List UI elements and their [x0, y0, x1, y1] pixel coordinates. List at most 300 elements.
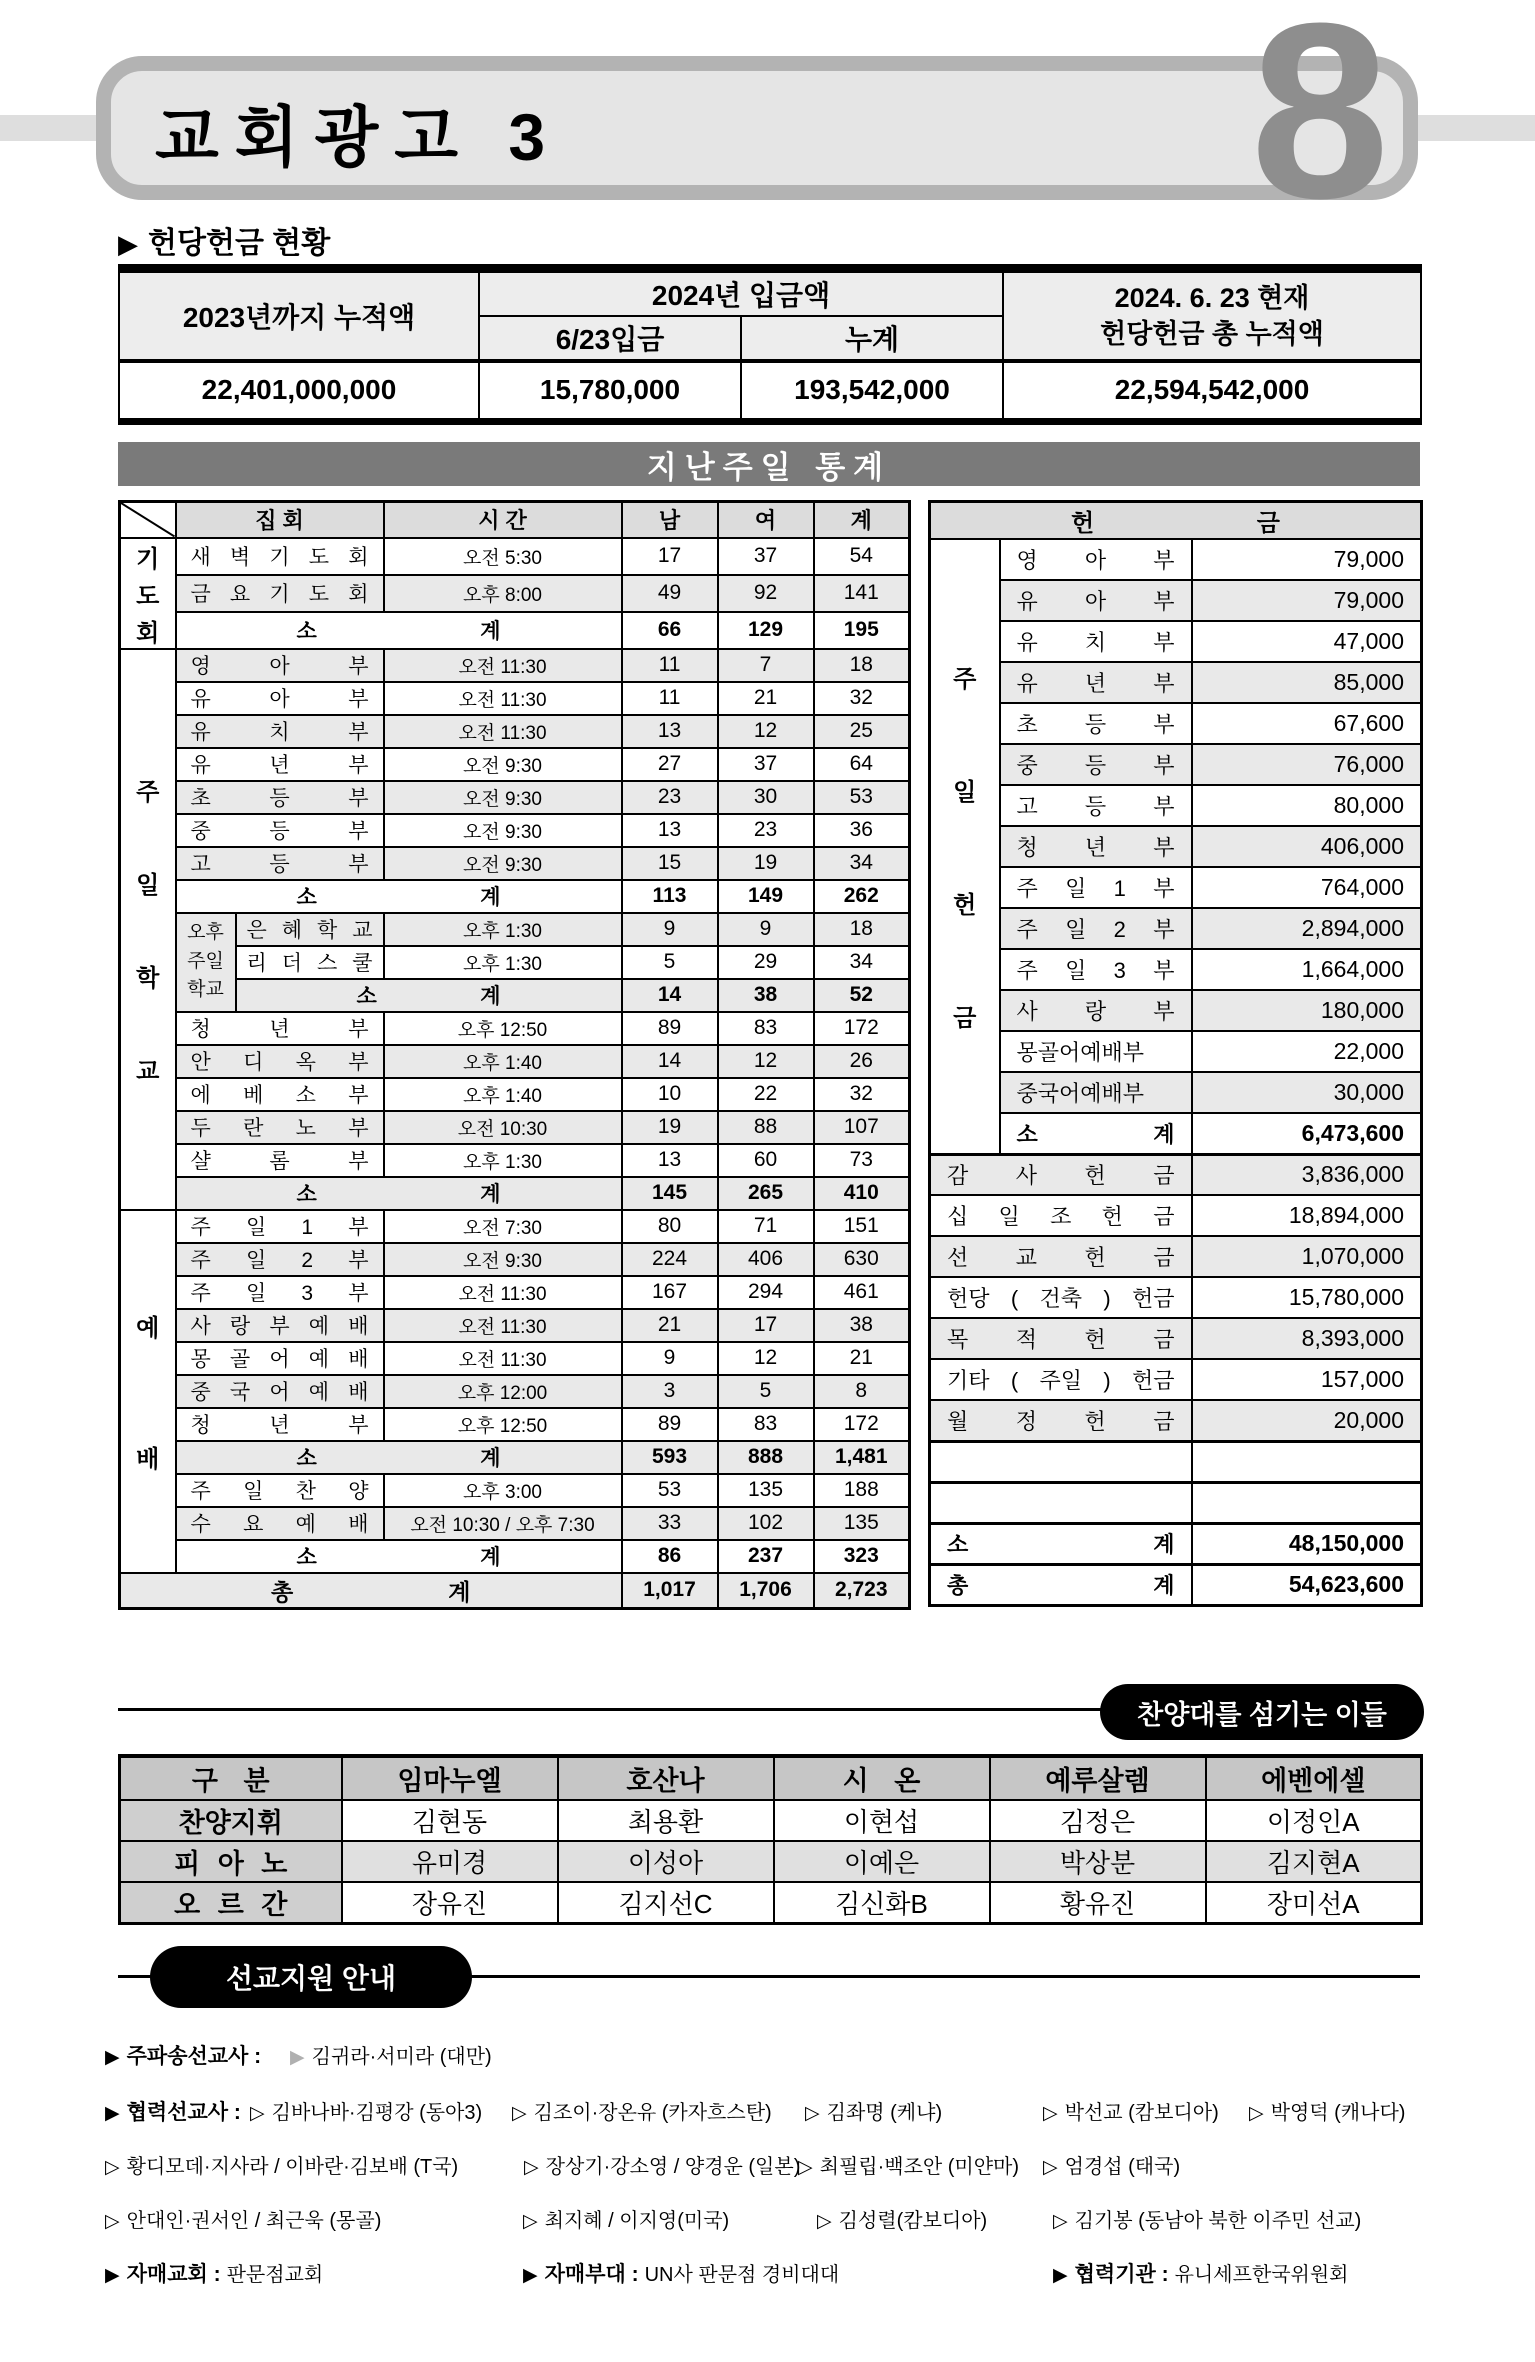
- meeting-time-cell: 오전 11:30: [384, 649, 622, 682]
- attendance-row: [120, 1441, 910, 1474]
- choir-person-cell: 김현동: [342, 1800, 558, 1841]
- choir-person-cell: 이현섭: [774, 1800, 990, 1841]
- mission-item-text: UN사 판문점 경비대대: [644, 2264, 840, 2286]
- female-count-cell: 83: [718, 1012, 814, 1045]
- offering-body: [930, 539, 1422, 1605]
- attendance-row: [120, 1012, 910, 1045]
- choir-row: [120, 1800, 1422, 1841]
- choir-row: [120, 1882, 1422, 1924]
- attendance-row: [120, 781, 910, 814]
- choir-person-cell: 이예은: [774, 1841, 990, 1882]
- choir-row: [120, 1841, 1422, 1882]
- meeting-name-cell: 주 일 1 부: [176, 1210, 384, 1243]
- mission-item-text: 안대인·권서인 / 최근욱 (몽골): [126, 2210, 382, 2232]
- mission-item-text: 유니세프한국위원회: [1174, 2264, 1349, 2286]
- mission-item-text: 김성렬(캄보디아): [838, 2210, 988, 2232]
- sum-count-cell: 34: [814, 847, 910, 880]
- offering-row: [930, 744, 1422, 785]
- sum-count-cell: 135: [814, 1507, 910, 1540]
- male-count-cell: 33: [622, 1507, 718, 1540]
- mission-item: [290, 2040, 492, 2069]
- fund-grand-total-header-line1: 2024. 6. 23 현재: [1114, 282, 1310, 313]
- choir-person-cell: 이성아: [558, 1841, 774, 1882]
- offering-amount-cell: 3,836,000: [1192, 1154, 1422, 1195]
- triangle-filled-icon: ▶: [105, 2047, 120, 2068]
- triangle-filled-icon: ▶: [290, 2047, 305, 2068]
- choir-body: [120, 1800, 1422, 1924]
- mission-line-row: [0, 2040, 1535, 2074]
- sum-count-cell: 8: [814, 1375, 910, 1408]
- mission-item-text: 김귀라·서미라 (대만): [311, 2046, 492, 2068]
- offering-amount-cell: [1192, 1441, 1422, 1482]
- meeting-name-cell: 고 등 부: [176, 847, 384, 880]
- sum-count-cell: 323: [814, 1540, 910, 1573]
- mission-item: [250, 2096, 482, 2125]
- female-count-cell: 17: [718, 1309, 814, 1342]
- male-count-cell: 80: [622, 1210, 718, 1243]
- page-number: 8: [1250, 0, 1390, 250]
- triangle-outline-icon: ▷: [798, 2157, 813, 2178]
- sum-count-cell: 2,723: [814, 1573, 910, 1609]
- meeting-name-cell: 중 국 어 예 배: [176, 1375, 384, 1408]
- right-ribbon-decoration: [1406, 115, 1535, 141]
- male-count-cell: 89: [622, 1012, 718, 1045]
- meeting-name-cell: 안 디 옥 부: [176, 1045, 384, 1078]
- offering-column-header: 헌 금: [930, 502, 1422, 540]
- fund-deposit-value: 15,780,000: [479, 361, 741, 421]
- sum-count-cell: 410: [814, 1177, 910, 1210]
- mission-item: [805, 2096, 942, 2125]
- sum-count-cell: 141: [814, 575, 910, 612]
- attendance-row: [120, 913, 910, 946]
- offering-amount-cell: 2,894,000: [1192, 908, 1422, 949]
- offering-name-cell: 헌당 ( 건축 ) 헌금: [930, 1277, 1192, 1318]
- offering-amount-cell: 20,000: [1192, 1400, 1422, 1441]
- sum-count-cell: 630: [814, 1243, 910, 1276]
- female-count-cell: 5: [718, 1375, 814, 1408]
- triangle-outline-icon: ▷: [1249, 2103, 1264, 2124]
- sum-count-cell: 188: [814, 1474, 910, 1507]
- male-column-header: 남: [622, 502, 718, 538]
- meeting-time-cell: 오전 11:30: [384, 1309, 622, 1342]
- fund-deposit-header: 6/23입금: [479, 316, 741, 361]
- meeting-name-cell: 은 혜 학 교: [236, 913, 384, 946]
- mission-item-text: 판문점교회: [226, 2264, 324, 2286]
- mission-item-label: 주파송선교사 :: [126, 2045, 262, 2068]
- meeting-time-cell: 오전 11:30: [384, 1342, 622, 1375]
- offering-row: [930, 867, 1422, 908]
- offering-amount-cell: 18,894,000: [1192, 1195, 1422, 1236]
- female-count-cell: 12: [718, 1045, 814, 1078]
- offering-row: [930, 1564, 1422, 1605]
- mission-item-text: 박영덕 (캐나다): [1270, 2102, 1406, 2124]
- attendance-group-label: 기 도 회: [120, 538, 176, 649]
- triangle-filled-icon: ▶: [105, 2103, 120, 2124]
- offering-row: [930, 703, 1422, 744]
- offering-group-label: 주 일 헌 금: [930, 539, 1000, 1154]
- male-count-cell: 66: [622, 612, 718, 649]
- male-count-cell: 27: [622, 748, 718, 781]
- mission-line-row: [0, 2096, 1535, 2130]
- triangle-outline-icon: ▷: [512, 2103, 527, 2124]
- offering-header-row: [930, 502, 1422, 540]
- attendance-row: [120, 1243, 910, 1276]
- fund-grand-total-value: 22,594,542,000: [1003, 361, 1421, 421]
- mission-item: [817, 2204, 987, 2233]
- sum-count-cell: 73: [814, 1144, 910, 1177]
- attendance-header-row: [120, 502, 910, 538]
- fund-prev-total-value: 22,401,000,000: [119, 361, 479, 421]
- attendance-row: [120, 814, 910, 847]
- offering-name-cell: 중 등 부: [1000, 744, 1192, 785]
- attendance-table: [118, 500, 911, 1610]
- offering-name-cell: 기타 ( 주일 ) 헌금: [930, 1359, 1192, 1400]
- attendance-row: [120, 1210, 910, 1243]
- female-count-cell: 7: [718, 649, 814, 682]
- attendance-row: [120, 880, 910, 913]
- offering-name-cell: 주 일 3 부: [1000, 949, 1192, 990]
- mission-item: [105, 2258, 323, 2288]
- male-count-cell: 5: [622, 946, 718, 979]
- meeting-time-cell: 오전 9:30: [384, 781, 622, 814]
- offering-name-cell: 감 사 헌 금: [930, 1154, 1192, 1195]
- male-count-cell: 3: [622, 1375, 718, 1408]
- offering-row: [930, 580, 1422, 621]
- sum-count-cell: 195: [814, 612, 910, 649]
- mission-item: [105, 2040, 267, 2070]
- offering-row: [930, 621, 1422, 662]
- sum-count-cell: 26: [814, 1045, 910, 1078]
- meeting-time-cell: 오전 5:30: [384, 538, 622, 575]
- mission-item: [105, 2204, 381, 2233]
- offering-name-cell: 소 계: [1000, 1113, 1192, 1154]
- attendance-row: [120, 847, 910, 880]
- mission-item-text: 장상기·강소영 / 양경운 (일본): [545, 2156, 801, 2178]
- attendance-row: [120, 575, 910, 612]
- mission-line-row: [0, 2258, 1535, 2292]
- meeting-time-cell: 오전 9:30: [384, 748, 622, 781]
- offering-name-cell: 유 년 부: [1000, 662, 1192, 703]
- male-count-cell: 11: [622, 682, 718, 715]
- triangle-outline-icon: ▷: [250, 2103, 265, 2124]
- offering-row: [930, 1482, 1422, 1523]
- meeting-time-cell: 오후 3:00: [384, 1474, 622, 1507]
- meeting-name-cell: 유 년 부: [176, 748, 384, 781]
- sum-count-cell: 18: [814, 649, 910, 682]
- female-count-cell: 265: [718, 1177, 814, 1210]
- offering-name-cell: 사 랑 부: [1000, 990, 1192, 1031]
- choir-header-hosanna: 호산나: [558, 1756, 774, 1800]
- attendance-group-label: 예 배: [120, 1210, 176, 1573]
- offering-amount-cell: 76,000: [1192, 744, 1422, 785]
- attendance-row: [120, 1144, 910, 1177]
- meeting-time-cell: 오후 1:30: [384, 913, 622, 946]
- mission-item-text: 김조이·장온유 (카자흐스탄): [533, 2102, 772, 2124]
- meeting-name-cell: 청 년 부: [176, 1408, 384, 1441]
- attendance-row: [120, 1177, 910, 1210]
- offering-row: [930, 1400, 1422, 1441]
- offering-name-cell: 소 계: [930, 1523, 1192, 1564]
- male-count-cell: 13: [622, 715, 718, 748]
- mission-item: [523, 2204, 729, 2233]
- fund-cumulative-header: 누계: [741, 316, 1003, 361]
- offering-row: [930, 1031, 1422, 1072]
- female-count-cell: 1,706: [718, 1573, 814, 1609]
- meeting-name-cell: 초 등 부: [176, 781, 384, 814]
- meeting-name-cell: 주 일 찬 양: [176, 1474, 384, 1507]
- subtotal-label-cell: 소 계: [176, 1540, 622, 1573]
- male-count-cell: 13: [622, 1144, 718, 1177]
- mission-item-text: 김좌명 (케냐): [826, 2102, 943, 2124]
- offering-row: [930, 949, 1422, 990]
- meeting-time-cell: 오전 9:30: [384, 1243, 622, 1276]
- attendance-row: [120, 1045, 910, 1078]
- meeting-name-cell: 주 일 2 부: [176, 1243, 384, 1276]
- choir-person-cell: 장미선A: [1206, 1882, 1422, 1924]
- attendance-row: [120, 748, 910, 781]
- attendance-row: [120, 1474, 910, 1507]
- female-count-cell: 406: [718, 1243, 814, 1276]
- meeting-name-cell: 유 치 부: [176, 715, 384, 748]
- mission-item-label: 협력선교사 :: [126, 2101, 241, 2124]
- sum-count-cell: 54: [814, 538, 910, 575]
- female-count-cell: 60: [718, 1144, 814, 1177]
- male-count-cell: 11: [622, 649, 718, 682]
- meeting-name-cell: 중 등 부: [176, 814, 384, 847]
- choir-person-cell: 박상분: [990, 1841, 1206, 1882]
- offering-row: [930, 1441, 1422, 1482]
- meeting-time-cell: 오후 1:40: [384, 1078, 622, 1111]
- page-title: 교회광고 3: [155, 100, 562, 174]
- offering-name-cell: 주 일 2 부: [1000, 908, 1192, 949]
- female-count-cell: 38: [718, 979, 814, 1012]
- choir-person-cell: 김신화B: [774, 1882, 990, 1924]
- female-count-cell: 83: [718, 1408, 814, 1441]
- triangle-filled-icon: ▶: [523, 2265, 538, 2286]
- sum-count-cell: 32: [814, 1078, 910, 1111]
- triangle-filled-icon: ▶: [1053, 2265, 1068, 2286]
- offering-name-cell: 몽골어예배부: [1000, 1031, 1192, 1072]
- subtotal-label-cell: 소 계: [176, 1441, 622, 1474]
- meeting-column-header: 집 회: [176, 502, 384, 538]
- choir-badge: 찬양대를 섬기는 이들: [1100, 1684, 1424, 1740]
- sum-count-cell: 36: [814, 814, 910, 847]
- choir-person-cell: 김정은: [990, 1800, 1206, 1841]
- offering-row: [930, 539, 1422, 580]
- offering-name-cell: 십 일 조 헌 금: [930, 1195, 1192, 1236]
- offering-row: [930, 662, 1422, 703]
- choir-person-cell: 김지현A: [1206, 1841, 1422, 1882]
- building-fund-table: [118, 264, 1422, 425]
- male-count-cell: 13: [622, 814, 718, 847]
- meeting-time-cell: 오전 7:30: [384, 1210, 622, 1243]
- attendance-row: [120, 1276, 910, 1309]
- male-count-cell: 1,017: [622, 1573, 718, 1609]
- attendance-row: [120, 1540, 910, 1573]
- offering-amount-cell: 30,000: [1192, 1072, 1422, 1113]
- sum-count-cell: 25: [814, 715, 910, 748]
- fund-prev-total-header: 2023년까지 누적액: [119, 269, 479, 362]
- meeting-name-cell: 에 베 소 부: [176, 1078, 384, 1111]
- attendance-body: [120, 538, 910, 1609]
- offering-name-cell: 목 적 헌 금: [930, 1318, 1192, 1359]
- offering-name-cell: 청 년 부: [1000, 826, 1192, 867]
- male-count-cell: 224: [622, 1243, 718, 1276]
- choir-header-ebenezer: 에벤에셀: [1206, 1756, 1422, 1800]
- offering-amount-cell: 80,000: [1192, 785, 1422, 826]
- choir-role-cell: 피 아 노: [120, 1841, 342, 1882]
- choir-person-cell: 최용환: [558, 1800, 774, 1841]
- meeting-time-cell: 오전 10:30: [384, 1111, 622, 1144]
- sum-count-cell: 38: [814, 1309, 910, 1342]
- female-column-header: 여: [718, 502, 814, 538]
- mission-item: [512, 2096, 772, 2125]
- female-count-cell: 12: [718, 715, 814, 748]
- attendance-row: [120, 1408, 910, 1441]
- female-count-cell: 294: [718, 1276, 814, 1309]
- meeting-name-cell: 유 아 부: [176, 682, 384, 715]
- sum-count-cell: 151: [814, 1210, 910, 1243]
- triangle-outline-icon: ▷: [1043, 2157, 1058, 2178]
- meeting-time-cell: 오전 11:30: [384, 1276, 622, 1309]
- mission-item-label: 협력기관 :: [1074, 2263, 1169, 2286]
- mission-badge: 선교지원 안내: [150, 1946, 472, 2008]
- female-count-cell: 37: [718, 538, 814, 575]
- offering-amount-cell: 15,780,000: [1192, 1277, 1422, 1318]
- sum-count-cell: 461: [814, 1276, 910, 1309]
- mission-item: [1053, 2258, 1349, 2288]
- female-count-cell: 102: [718, 1507, 814, 1540]
- offering-name-cell: 영 아 부: [1000, 539, 1192, 580]
- mission-item-text: 엄경섭 (태국): [1064, 2156, 1181, 2178]
- meeting-name-cell: 청 년 부: [176, 1012, 384, 1045]
- offering-amount-cell: 180,000: [1192, 990, 1422, 1031]
- choir-person-cell: 이정인A: [1206, 1800, 1422, 1841]
- male-count-cell: 23: [622, 781, 718, 814]
- offering-row: [930, 1113, 1422, 1154]
- male-count-cell: 53: [622, 1474, 718, 1507]
- mission-item: [523, 2258, 839, 2288]
- mission-item: [798, 2150, 1019, 2179]
- female-count-cell: 12: [718, 1342, 814, 1375]
- offering-row: [930, 826, 1422, 867]
- attendance-row: [120, 1507, 910, 1540]
- offering-amount-cell: 67,600: [1192, 703, 1422, 744]
- mission-item: [105, 2150, 458, 2179]
- offering-row: [930, 1318, 1422, 1359]
- fund-header-row: [119, 269, 1421, 317]
- offering-row: [930, 1236, 1422, 1277]
- attendance-row: [120, 715, 910, 748]
- offering-name-cell: [930, 1482, 1192, 1523]
- female-count-cell: 237: [718, 1540, 814, 1573]
- fund-cumulative-value: 193,542,000: [741, 361, 1003, 421]
- mission-item-text: 김바나바·김평강 (동아3): [271, 2102, 483, 2124]
- meeting-time-cell: 오전 11:30: [384, 682, 622, 715]
- offering-name-cell: 총 계: [930, 1564, 1192, 1605]
- offering-name-cell: 초 등 부: [1000, 703, 1192, 744]
- choir-header-jerusalem: 예루살렘: [990, 1756, 1206, 1800]
- male-count-cell: 9: [622, 1342, 718, 1375]
- meeting-time-cell: 오후 12:50: [384, 1012, 622, 1045]
- female-count-cell: 21: [718, 682, 814, 715]
- offering-row: [930, 1195, 1422, 1236]
- male-count-cell: 86: [622, 1540, 718, 1573]
- attendance-group-label: 주 일 학 교: [120, 649, 176, 1210]
- time-column-header: 시 간: [384, 502, 622, 538]
- choir-header-category: 구 분: [120, 1756, 342, 1800]
- mission-item-text: 박선교 (캄보디아): [1064, 2102, 1219, 2124]
- offering-amount-cell: 6,473,600: [1192, 1113, 1422, 1154]
- offering-row: [930, 1523, 1422, 1564]
- offering-name-cell: 선 교 헌 금: [930, 1236, 1192, 1277]
- attendance-row: [120, 979, 910, 1012]
- offering-name-cell: 유 아 부: [1000, 580, 1192, 621]
- mission-item: [524, 2150, 800, 2179]
- offering-amount-cell: 54,623,600: [1192, 1564, 1422, 1605]
- female-count-cell: 19: [718, 847, 814, 880]
- offering-row: [930, 990, 1422, 1031]
- offering-row: [930, 908, 1422, 949]
- arrow-right-icon: ▶: [118, 229, 138, 259]
- subtotal-label-cell: 소 계: [176, 1177, 622, 1210]
- choir-header-immanuel: 임마누엘: [342, 1756, 558, 1800]
- offering-amount-cell: 1,070,000: [1192, 1236, 1422, 1277]
- sum-count-cell: 1,481: [814, 1441, 910, 1474]
- female-count-cell: 37: [718, 748, 814, 781]
- female-count-cell: 71: [718, 1210, 814, 1243]
- choir-table: [118, 1754, 1423, 1925]
- male-count-cell: 19: [622, 1111, 718, 1144]
- female-count-cell: 135: [718, 1474, 814, 1507]
- sum-count-cell: 34: [814, 946, 910, 979]
- mission-item: [1043, 2096, 1219, 2125]
- offering-amount-cell: 1,664,000: [1192, 949, 1422, 990]
- sum-column-header: 계: [814, 502, 910, 538]
- offering-row: [930, 1277, 1422, 1318]
- sum-count-cell: 107: [814, 1111, 910, 1144]
- triangle-outline-icon: ▷: [523, 2211, 538, 2232]
- mission-line-row: [0, 2204, 1535, 2238]
- offering-name-cell: 주 일 1 부: [1000, 867, 1192, 908]
- sum-count-cell: 21: [814, 1342, 910, 1375]
- offering-amount-cell: 48,150,000: [1192, 1523, 1422, 1564]
- meeting-name-cell: 사 랑 부 예 배: [176, 1309, 384, 1342]
- offering-amount-cell: 22,000: [1192, 1031, 1422, 1072]
- female-count-cell: 23: [718, 814, 814, 847]
- attendance-row: [120, 1078, 910, 1111]
- fund-grand-total-header: [1003, 269, 1421, 362]
- meeting-name-cell: 수 요 예 배: [176, 1507, 384, 1540]
- female-count-cell: 30: [718, 781, 814, 814]
- meeting-name-cell: 새 벽 기 도 회: [176, 538, 384, 575]
- offering-row: [930, 1072, 1422, 1113]
- meeting-time-cell: 오후 12:00: [384, 1375, 622, 1408]
- mission-item-label: 자매부대 :: [544, 2263, 639, 2286]
- meeting-name-cell: 리 더 스 쿨: [236, 946, 384, 979]
- offering-amount-cell: 79,000: [1192, 580, 1422, 621]
- choir-person-cell: 황유진: [990, 1882, 1206, 1924]
- sum-count-cell: 18: [814, 913, 910, 946]
- sum-count-cell: 262: [814, 880, 910, 913]
- offering-amount-cell: [1192, 1482, 1422, 1523]
- choir-section-divider: [118, 1708, 1106, 1711]
- triangle-outline-icon: ▷: [524, 2157, 539, 2178]
- mission-item-text: 최필립·백조안 (미얀마): [819, 2156, 1020, 2178]
- female-count-cell: 9: [718, 913, 814, 946]
- male-count-cell: 113: [622, 880, 718, 913]
- mission-item-text: 황디모데·지사라 / 이바란·김보배 (T국): [126, 2156, 459, 2178]
